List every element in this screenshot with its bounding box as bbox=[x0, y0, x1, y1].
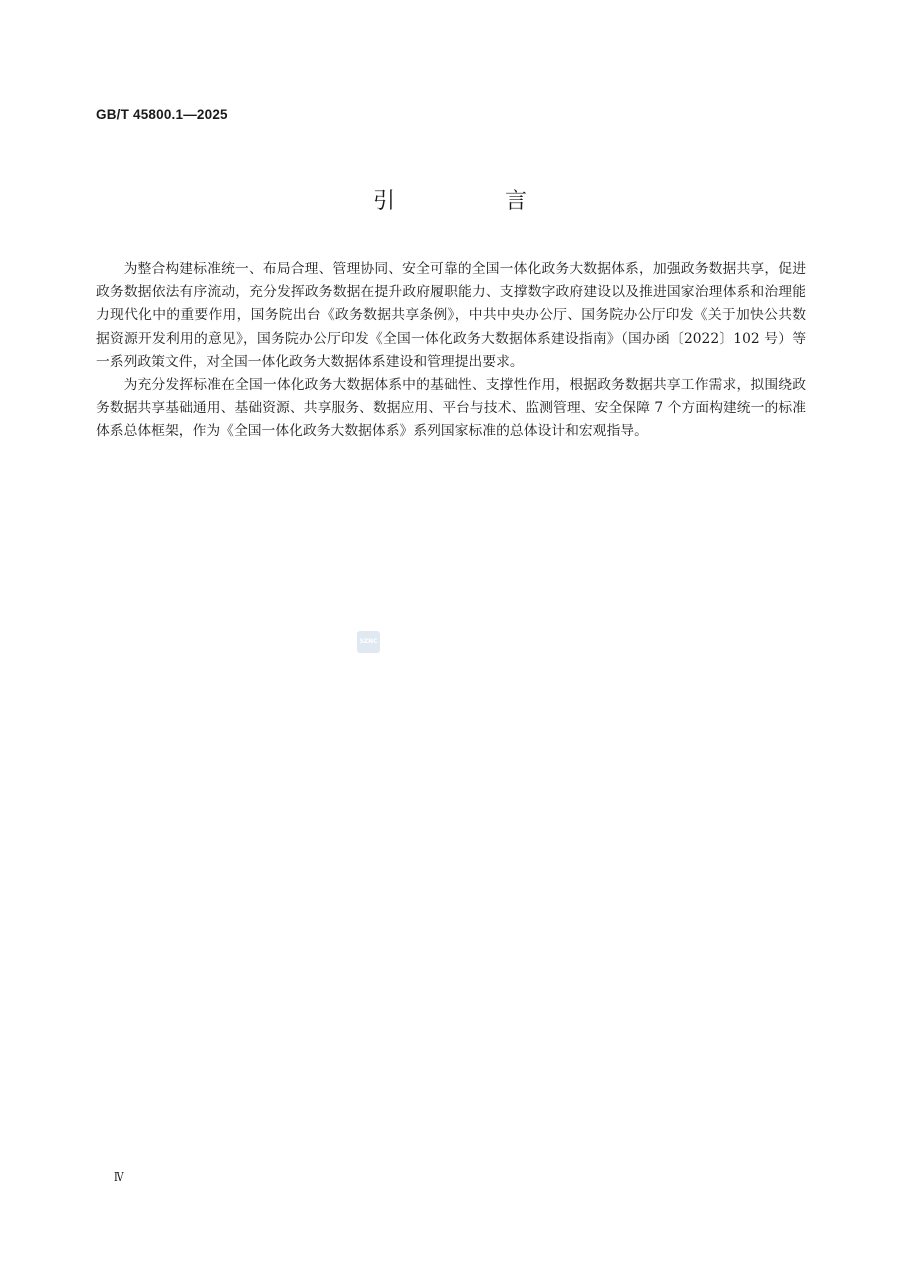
page-number: Ⅳ bbox=[114, 1170, 124, 1184]
paragraph-2: 为充分发挥标准在全国一体化政务大数据体系中的基础性、支撑性作用，根据政务数据共享工作需求，拟围绕政务数据共享基础通用、基础资源、共享服务、数据应用、平台与技术、监测管理、安全保障 7 个方面构建统一的标准体系总体框架，作为《全国一体化政务大数据体系》系列国家标准的总体设计和宏观指导。 bbox=[96, 377, 806, 440]
page-title: 引 言 bbox=[372, 189, 571, 214]
paragraph-1: 为整合构建标准统一、布局合理、管理协同、安全可靠的全国一体化政务大数据体系，加强政务数据共享，促进政务数据依法有序流动，充分发挥政务数据在提升政府履职能力、支撑数字政府建设以及推进国家治理体系和治理能力现代化中的重要作用，国务院出台《政务数据共享条例》，中共中央办公厅、国务院办公厅印发《关于加快公共数据资源开发利用的意见》，国务院办公厅印发《全国一体化政务大数据体系建设指南》（国办函〔2022〕102 号）等一系列政策文件，对全国一体化政务大数据体系建设和管理提出要求。 bbox=[96, 261, 806, 370]
watermark-logo: SZNC bbox=[357, 631, 380, 653]
introduction-body bbox=[96, 258, 806, 444]
standard-code: GB/T 45800.1—2025 bbox=[96, 107, 228, 122]
